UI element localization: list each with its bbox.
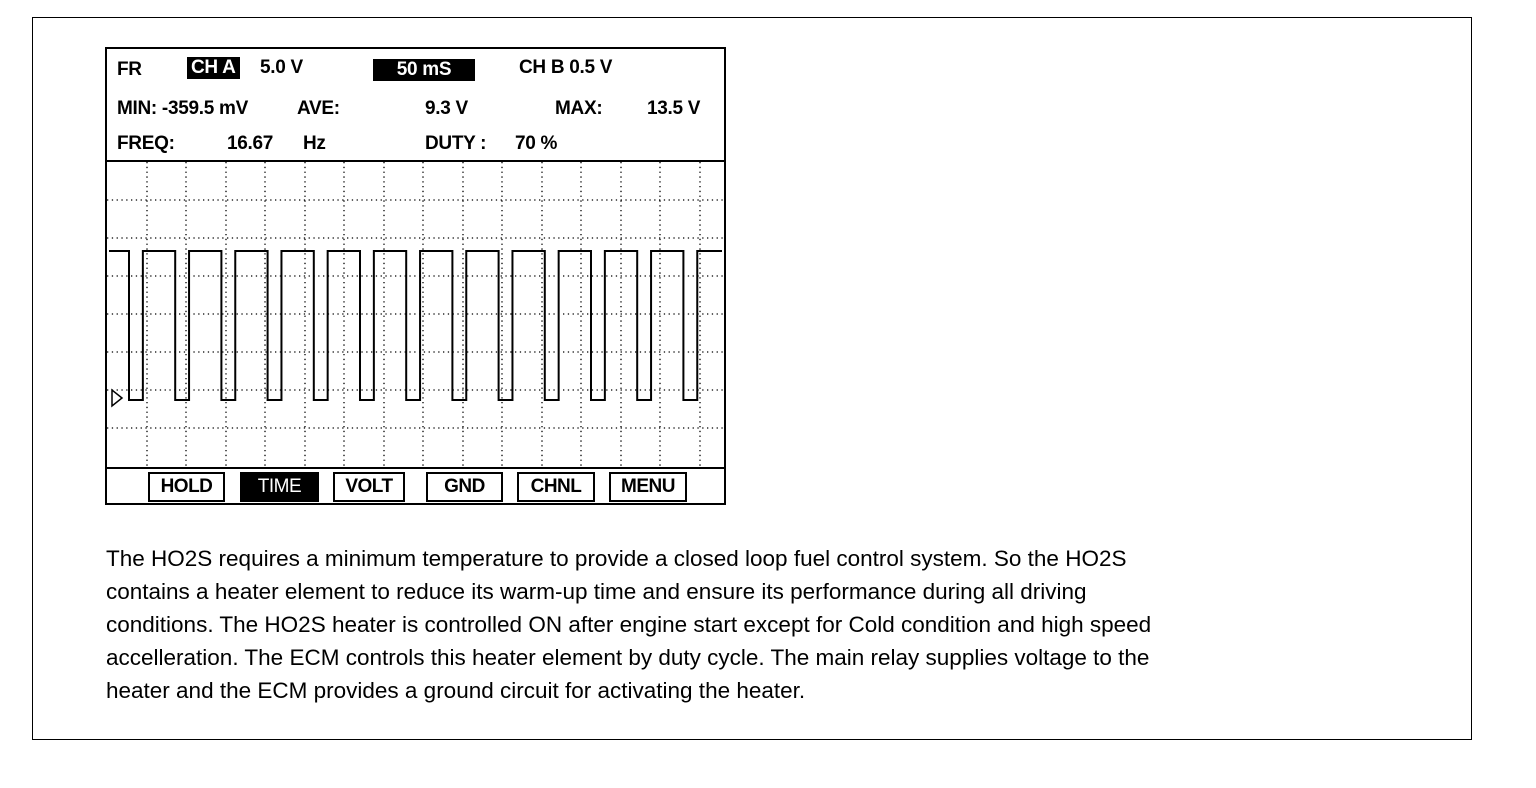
max-label: MAX: [555, 98, 603, 119]
menu-button[interactable]: MENU [609, 472, 687, 502]
square-waveform [109, 251, 722, 400]
chnl-button[interactable]: CHNL [517, 472, 595, 502]
channel-a-label[interactable]: CH A [187, 57, 240, 79]
description-line: contains a heater element to reduce its warm-up time and ensure its performance during all driving [106, 579, 1087, 604]
description-text [106, 542, 1426, 707]
min-reading: MIN: -359.5 mV [117, 98, 248, 119]
average-value: 9.3 V [425, 98, 468, 119]
softkey-divider [107, 467, 724, 469]
hold-button[interactable]: HOLD [148, 472, 225, 502]
frequency-unit: Hz [303, 133, 326, 154]
mode-label: FR [117, 59, 142, 80]
channel-b-label: CH B 0.5 V [519, 57, 613, 78]
duty-value: 70 % [515, 133, 558, 154]
volt-button[interactable]: VOLT [333, 472, 405, 502]
frequency-label: FREQ: [117, 133, 175, 154]
duty-label: DUTY : [425, 133, 487, 154]
frequency-value: 16.67 [227, 133, 274, 154]
channel-a-scale: 5.0 V [260, 57, 303, 78]
oscilloscope-display [105, 47, 726, 505]
dotted-grid [107, 162, 724, 467]
max-value: 13.5 V [647, 98, 701, 119]
timebase-label[interactable]: 50 mS [373, 59, 475, 81]
waveform-plot [107, 162, 724, 467]
gnd-button[interactable]: GND [426, 472, 503, 502]
description-line: conditions. The HO2S heater is controlled ON after engine start except for Cold condition and high speed [106, 612, 1152, 637]
description-line: heater and the ECM provides a ground circuit for activating the heater. [106, 678, 806, 703]
description-line: The HO2S requires a minimum temperature to provide a closed loop fuel control system. So the HO2S [106, 546, 1127, 571]
average-label: AVE: [297, 98, 340, 119]
trigger-marker-icon [112, 390, 122, 406]
time-button[interactable]: TIME [240, 472, 319, 502]
description-line: accelleration. The ECM controls this heater element by duty cycle. The main relay supplies voltage to the [106, 645, 1150, 670]
